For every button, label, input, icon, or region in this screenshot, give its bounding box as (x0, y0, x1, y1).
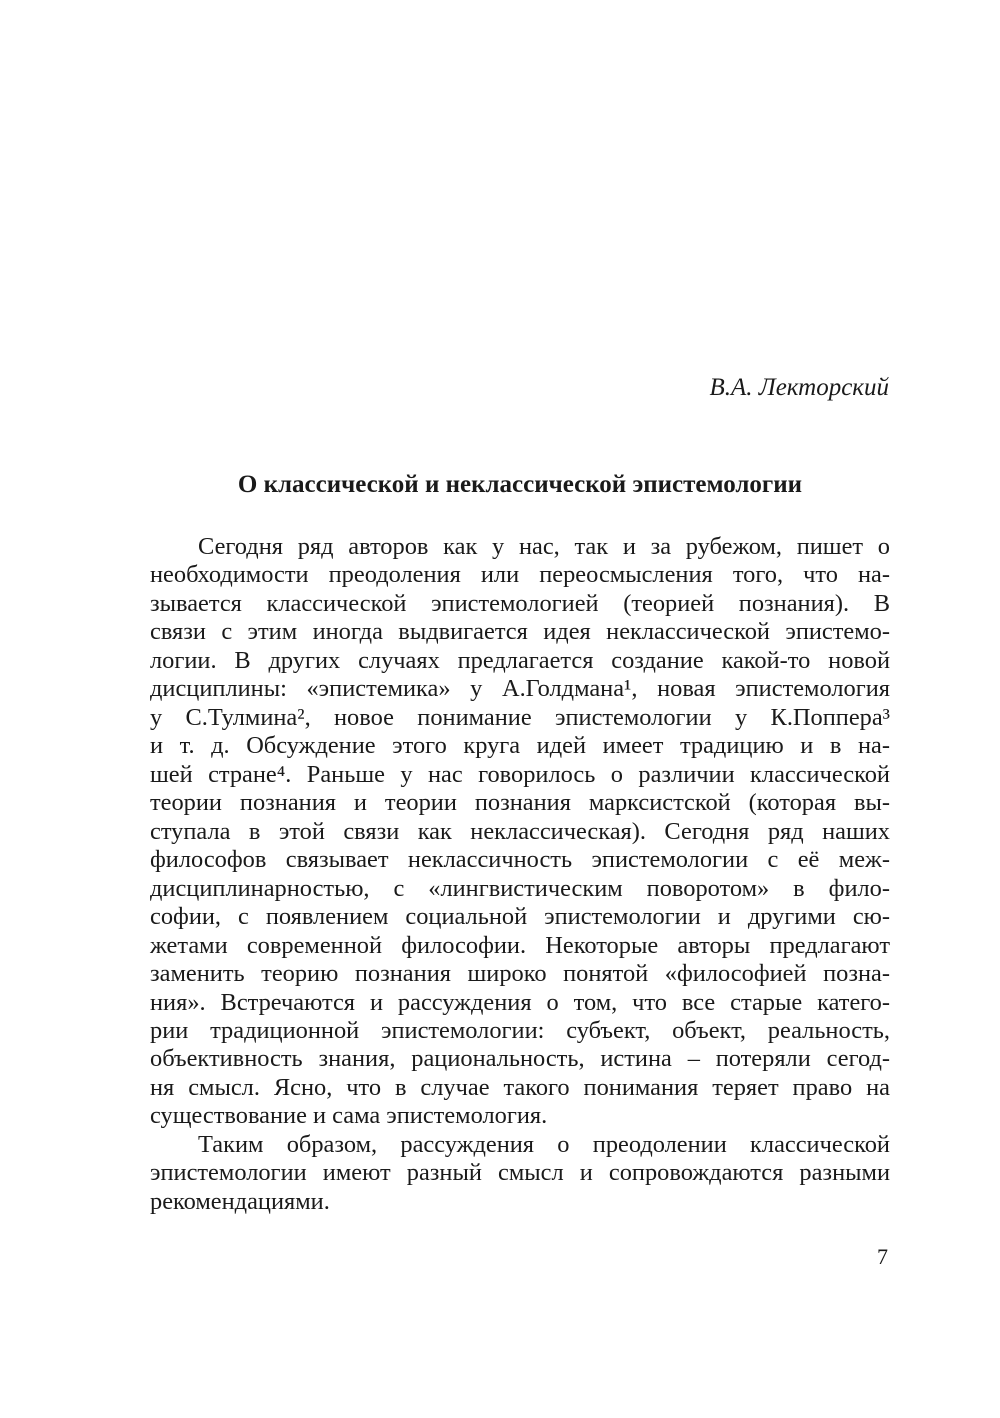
text-line: логии. В других случаях предлагается создание какой-то новой (150, 646, 890, 674)
text-line: рии традиционной эпистемологии: субъект, объект, реальность, (150, 1016, 890, 1044)
text-line: Таким образом, рассуждения о преодолении классической (198, 1130, 890, 1158)
author-name: В.А. Лекторский (709, 374, 889, 401)
text-line: шей стране⁴. Раньше у нас говорилось о различии классической (150, 760, 890, 788)
text-line: рекомендациями. (150, 1187, 330, 1215)
text-line: ступала в этой связи как неклассическая). Сегодня ряд наших (150, 817, 890, 845)
text-line: ня смысл. Ясно, что в случае такого понимания теряет право на (150, 1073, 890, 1101)
page-number: 7 (877, 1244, 888, 1269)
text-line: необходимости преодоления или переосмысления того, что на- (150, 561, 890, 589)
article-body (150, 533, 890, 1216)
text-line: дисциплины: «эпистемика» у А.Голдмана¹, новая эпистемология (150, 675, 890, 703)
text-line: у С.Тулмина², новое понимание эпистемологии у К.Поппера³ (150, 703, 890, 731)
paragraph-2 (150, 1131, 890, 1216)
text-line: Сегодня ряд авторов как у нас, так и за рубежом, пишет о (198, 533, 890, 560)
text-line: дисциплинарностью, с «лингвистическим поворотом» в фило- (150, 874, 890, 902)
text-line: эпистемологии имеют разный смысл и сопровождаются разными (150, 1159, 890, 1187)
text-line: заменить теорию познания широко понятой «философией позна- (150, 960, 890, 988)
text-line: и т. д. Обсуждение этого круга идей имеет традицию и в на- (150, 732, 890, 760)
text-line: жетами современной философии. Некоторые авторы предлагают (150, 931, 890, 959)
text-line: теории познания и теории познания марксистской (которая вы- (150, 789, 890, 817)
text-line: ния». Встречаются и рассуждения о том, что все старые катего- (150, 988, 890, 1016)
paragraph-1 (150, 533, 890, 1131)
text-line: зывается классической эпистемологией (теорией познания). В (150, 589, 890, 617)
article-title: О классической и неклассической эпистемологии (237, 471, 803, 498)
text-line: философов связывает неклассичность эпистемологии с её меж- (150, 846, 890, 874)
text-line: объективность знания, рациональность, истина – потеряли сегод- (150, 1045, 890, 1073)
text-line: связи с этим иногда выдвигается идея неклассической эпистемо- (150, 618, 890, 646)
text-line: существование и сама эпистемология. (150, 1102, 548, 1130)
text-line: софии, с появлением социальной эпистемологии и другими сю- (150, 903, 890, 931)
